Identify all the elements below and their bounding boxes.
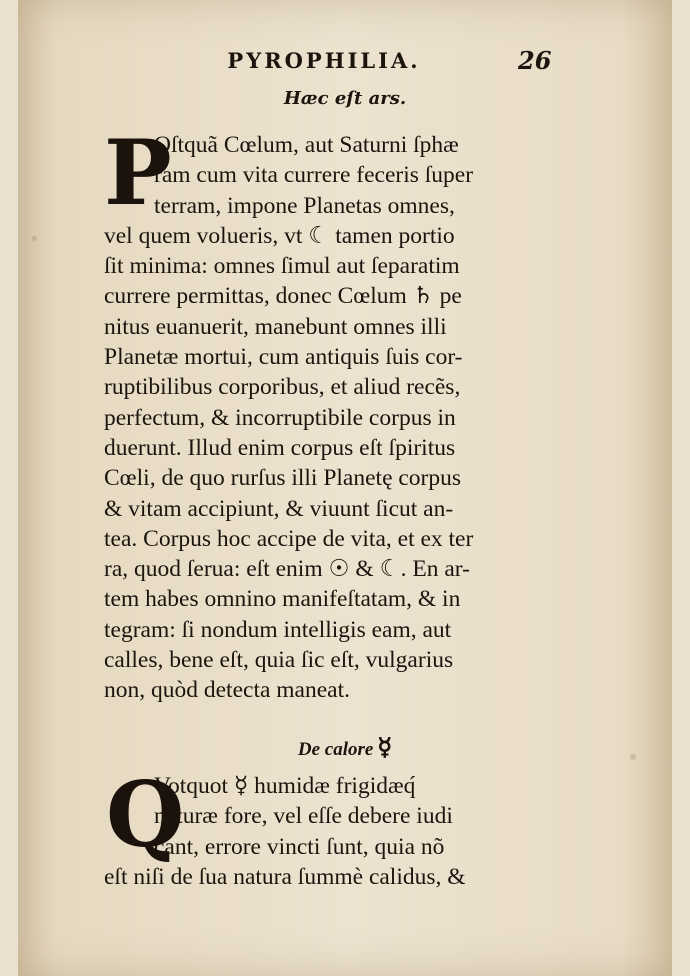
- paragraph: [104, 120, 554, 706]
- text-line: & vitam accipiunt, & viuunt ſicut an-: [104, 495, 454, 522]
- subheading: [18, 733, 672, 762]
- section-title: Hæc eſt ars.: [283, 88, 407, 109]
- text-line: Planetæ mortui, cum antiquis ſuis cor-: [104, 344, 463, 371]
- text-line: terram, impone Planetas omnes,: [154, 192, 455, 219]
- text-line: Votquot ☿ humidæ frigidæq́: [154, 773, 416, 799]
- text-line: Cœli, de quo rurſus illi Planetę corpus: [104, 465, 462, 492]
- paragraph: [104, 762, 554, 892]
- text-line: non, quòd detecta maneat.: [104, 677, 351, 704]
- text-line: cant, errore vincti ſunt, quia nõ: [154, 833, 445, 860]
- page-number: 26: [518, 46, 552, 75]
- ink-spot: [32, 236, 37, 241]
- text-line: ſit minima: omnes ſimul aut ſeparatim: [104, 253, 460, 280]
- text-line: eſt niſi de ſua natura ſummè calidus, &: [104, 863, 466, 890]
- text-line: tea. Corpus hoc accipe de vita, et ex ter: [104, 525, 474, 552]
- drop-capital: P: [104, 120, 172, 226]
- text-line: nitus euanuerit, manebunt omnes illi: [104, 313, 447, 340]
- subheading-text: De calore: [297, 739, 374, 760]
- text-line: ram cum vita currere feceris ſuper: [154, 162, 474, 189]
- text-line: Oſtquã Cœlum, aut Saturni ſphæ: [154, 132, 459, 158]
- text-line: perfectum, & incorruptibile corpus in: [104, 404, 456, 431]
- text-line: ruptibilibus corporibus, et aliud recẽs,: [104, 374, 461, 401]
- text-line: ra, quod ſerua: eſt enim ☉ & ☾. En ar-: [104, 556, 470, 583]
- drop-capital: Q: [106, 762, 185, 868]
- text-line: tegram: ſi nondum intelligis eam, aut: [104, 616, 452, 643]
- mercury-symbol: ☿: [377, 735, 393, 761]
- running-title: PYROPHILIA.: [227, 48, 421, 73]
- text-line: currere permittas, donec Cœlum ♄ pe: [104, 283, 462, 310]
- text-line: tem habes omnino manifeſtatam, & in: [104, 586, 461, 613]
- text-line: duerunt. Illud enim corpus eſt ſpiritus: [104, 434, 456, 461]
- text-line: naturæ fore, vel eſſe debere iudi: [154, 803, 453, 830]
- text-line: vel quem volueris, vt ☾ tamen portio: [104, 222, 455, 249]
- page-header: [18, 48, 672, 80]
- text-line: calles, bene eſt, quia ſic eſt, vulgarius: [104, 647, 454, 674]
